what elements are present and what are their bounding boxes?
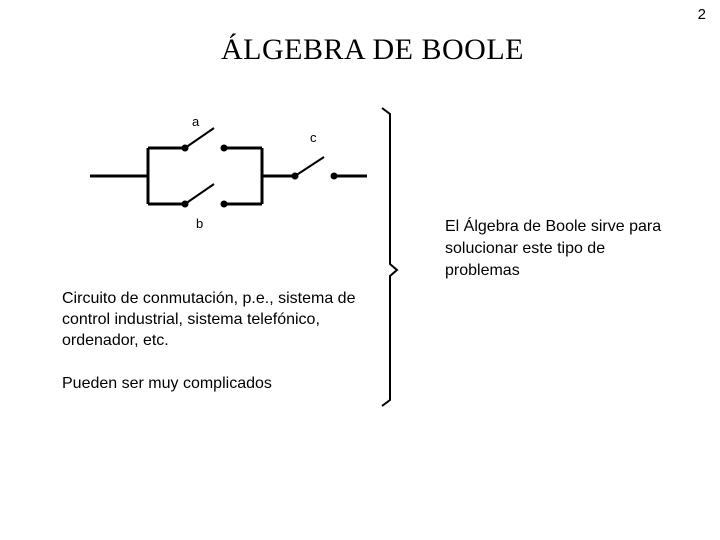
switch-a-arm: [185, 128, 214, 148]
switch-c-contact: [331, 173, 338, 180]
page-number: 2: [697, 6, 706, 23]
right-brace: [382, 108, 397, 406]
switch-b-arm: [185, 184, 214, 204]
switch-c-pivot: [292, 173, 299, 180]
switch-c-label: c: [310, 130, 317, 145]
switch-c-arm: [295, 157, 324, 176]
switch-b-pivot: [182, 201, 189, 208]
slide-title: ÁLGEBRA DE BOOLE: [221, 33, 524, 66]
switch-a-pivot: [182, 145, 189, 152]
circuit-description: Circuito de conmutación, p.e., sistema de control industrial, sistema telefónico, ordenador, etc.: [62, 290, 356, 349]
switch-a-label: a: [192, 114, 200, 129]
switch-b-contact: [221, 201, 228, 208]
switch-b-label: b: [196, 216, 204, 231]
switch-a-contact: [221, 145, 228, 152]
boole-explanation: El Álgebra de Boole sirve para solucionar este tipo de problemas: [445, 218, 662, 279]
complexity-note: Pueden ser muy complicados: [62, 375, 272, 392]
